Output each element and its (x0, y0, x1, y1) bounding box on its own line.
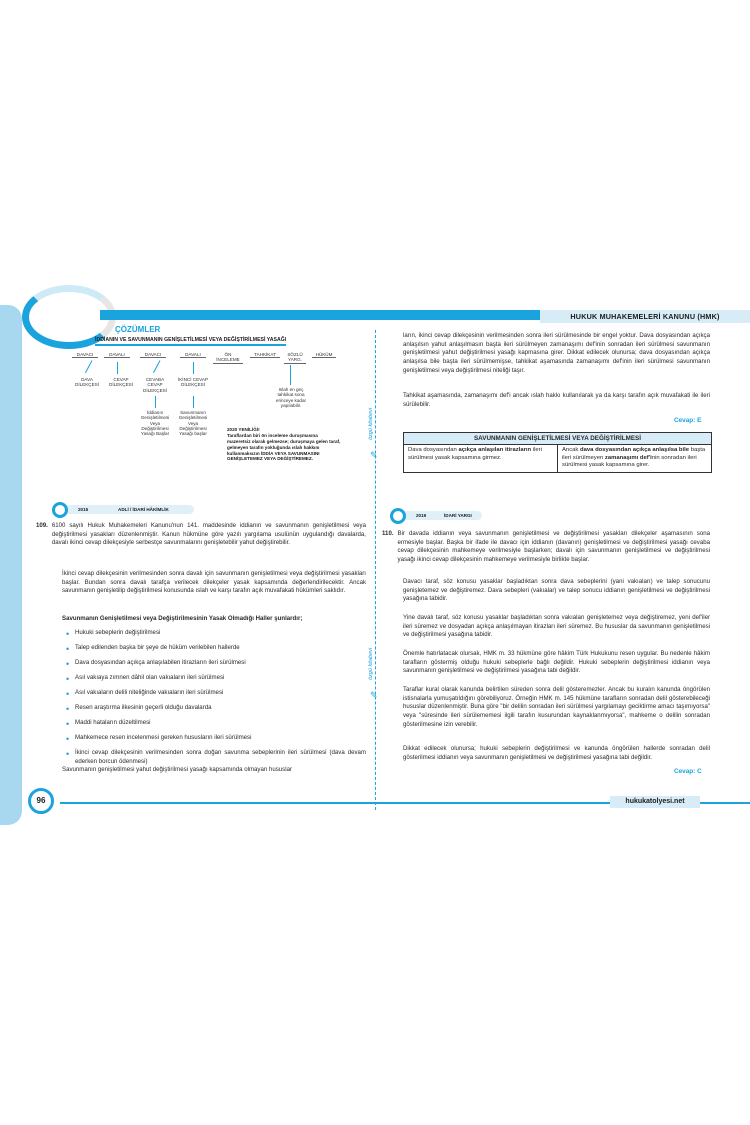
answer-110: Cevap: C (674, 768, 702, 775)
flow-step-5: ÖN İNCELEME (213, 352, 243, 364)
exceptions-title: Savunmanın Genişletilmesi veya Değiştirilmesinin Yasak Olmadığı Haller şunlardır; (62, 615, 303, 622)
flow-result-claimant: İddianın Genişletilmesi Veya Değiştirilmesi Yasağı Başlar (140, 410, 170, 437)
novelty-note (227, 427, 342, 462)
question-109-para-1: 6100 sayılı Hukuk Muhakemeleri Kanunu'nun 141. maddesinde iddianın ve savunmanın genişletilmesi veya değiştirilmesi yasakları düzenlenmiştir. Kanun hükmüne göre yazılı yargılama usulünün uygulandığı davalarda, davalı ikinci cevap dilekçesiyle serbestçe savunmalarını genişletebilir yahut değiştirebilir. (51, 522, 366, 547)
flow-doc-3: CEVABA CEVAP DİLEKÇESİ (143, 377, 167, 393)
exam-type: ADLİ / İDARİ HÂKİMLİK (118, 507, 169, 512)
list-item: • Hukuki sebeplerin değiştirilmesi (64, 629, 366, 638)
flow-arrow (85, 360, 92, 373)
cell-text: nin sonradan ileri sürülmesi yasak kapsamına girer. (562, 454, 697, 469)
question-109-continued-2: Tahkikat aşamasında, zamanaşımı def'i ancak ıslah hakkı kullanılarak ya da karşı tarafın açık muvafakati ile ileri sürülebilir. (403, 392, 710, 408)
list-item: • Asıl vakıaya zımnen dâhil olan vakıaların ileri sürülmesi (64, 674, 366, 683)
question-109 (36, 522, 366, 548)
cell-text: ileri sürülmesi yasak kapsamına girmez. (408, 447, 542, 461)
novelty-note-title: 2020 YENİLİĞİ! (227, 427, 260, 432)
cell-text-bold: dava dosyasından açıkça anlaşılsa bile (580, 447, 690, 453)
flow-doc-4: İKİNCİ CEVAP DİLEKÇESİ (177, 377, 209, 388)
exam-year: 2015 (78, 507, 89, 512)
list-item: • Asıl vakıaların delili niteliğinde vakıaların ileri sürülmesi (64, 689, 366, 698)
solutions-label: ÇÖZÜMLER (115, 325, 161, 334)
side-tab (0, 305, 22, 825)
search-icon (52, 502, 68, 518)
question-number: 109. (36, 522, 48, 529)
exceptions-list (64, 629, 366, 773)
column-divider (375, 330, 376, 810)
footer-website: hukukatolyesi.net (610, 796, 700, 808)
cell-text: Ancak (562, 447, 581, 453)
flow-doc-1: DAVA DİLEKÇESİ (75, 377, 99, 388)
list-item: • Maddi hataların düzeltilmesi (64, 719, 366, 728)
cell-text-bold: açıkça anlaşılan itirazların (458, 447, 532, 453)
flow-step-4: DAVALI (180, 352, 206, 358)
flow-arrow (193, 362, 194, 374)
flow-step-6: TAHKİKAT (250, 352, 280, 358)
page-number: 96 (28, 788, 54, 814)
question-110-para-6: Dikkat edilecek olunursa; hukuki sebeplerin değiştirilmesi ve kanunda öngörülen hallerde sonradan delil gösterilmesi iddianın veya savunmanın genişletilmesi ve değiştirilmesi yasağına tabi değildir. (403, 745, 710, 761)
pen-icon: ✎ (370, 450, 378, 460)
flow-step-1: DAVACI (72, 352, 98, 358)
flow-arrow (290, 365, 291, 385)
flow-arrow (193, 396, 194, 408)
brand-vertical: özgü kitabevi (368, 647, 374, 680)
list-item: • Talep edilenden başka bir şeye de hüküm verilebilen hallerde (64, 644, 366, 653)
cell-text: Dava dosyasından (408, 447, 459, 453)
table-row (404, 445, 711, 472)
cell-text: başta ileri sürülmeyen (562, 447, 706, 461)
flow-result-defendant: Savunmanın Genişletilmesi Veya Değiştirilmesi Yasağı başlar (178, 410, 208, 437)
list-item: • Resen araştırma ilkesinin geçerli olduğu davalarda (64, 704, 366, 713)
flow-step-2: DAVALI (104, 352, 130, 358)
summary-table (403, 432, 712, 473)
diagram-title: İDDİANIN VE SAVUNMANIN GENİŞLETİLMESİ VEYA DEĞİŞTİRİLMESİ YASAĞI (95, 337, 286, 346)
question-110-para-3: Yine davalı taraf, söz konusu yasaklar başladıktan sonra vakıaları genişletemez veya değiştiremez, yeni def'iler ileri süremez ve dosyadan açıkça anlaşılmayan itirazları ileri süremez. Bu hususlar da savunmanın genişletilmesi ve değiştirilmesi yasağına tabidir. (403, 614, 710, 639)
cell-text-bold: zamanaşımı def'i (604, 454, 652, 461)
flow-arrow (155, 396, 156, 408)
pen-icon: ✎ (370, 690, 378, 700)
summary-table-title: SAVUNMANIN GENİŞLETİLMESİ VEYA DEĞİŞTİRİLMESİ (404, 433, 711, 445)
flow-arrow (117, 362, 118, 374)
flow-tahkikat-note: Islah en geç tahkikat sona erinceye kadar yapılabilir. (275, 387, 307, 408)
table-cell-right (557, 445, 711, 472)
list-item: • İkinci cevap dilekçesinin verilmesinden sonra doğan savunma sebeplerinin ileri sürülmesi (dava devam ederken borcun ödenmesi) (64, 749, 366, 766)
flow-doc-2: CEVAP DİLEKÇESİ (109, 377, 133, 388)
exam-year: 2019 (416, 513, 427, 518)
question-109-tail: Savunmanın genişletilmesi yahut değiştirilmesi yasağı kapsamında olmayan hususlar (62, 766, 292, 773)
flow-step-7: SÖZLÜ YARG. (284, 352, 306, 364)
table-cell-left (404, 445, 557, 472)
flow-step-3: DAVACI (140, 352, 166, 358)
question-number: 110. (382, 530, 394, 537)
list-item: • Dava dosyasından açıkça anlaşılabilen itirazların ileri sürülmesi (64, 659, 366, 668)
question-110-para-4: Önemle hatırlatacak olursak, HMK m. 33 hükmüne göre hâkim Türk Hukukunu resen uygular. Bu nedenle hâkim tarafların göstermiş olduğu hukuki sebeplerle bağlı değildir. Hukuki sebeplerin değiştirilmesi iddianın veya savunmanın genişletilmesi ve değiştirilmesi yasağına tabi değildir. (403, 650, 710, 675)
flow-step-8: HÜKÜM (312, 352, 336, 358)
question-109-continued: ların, ikinci cevap dilekçesinin verilmesinden sonra ileri sürülmesinde bir engel yoktur. Dava dosyasından açıkça anlaşılsın yahut anlaşılmasın başta ileri sürülmeyen zamanaşımı def'inin sonradan ileri sürülmesi savunmanın genişletilmesi yahut değiştirilmesi yasağı kapmasına girer. Dikkat edilecek olunursa; dava dosyasından açıkça anlaşılsa bile başta ileri sürülmemişse, tahkikat aşamasında zamanaşımı def'inin ileri sürülmesi savunmanın genişletilmesi veya değiştirilmesi niteliği taşır. (403, 332, 710, 374)
brand-vertical: özgü kitabevi (368, 407, 374, 440)
answer-109: Cevap: E (674, 417, 702, 424)
chapter-title: HUKUK MUHAKEMELERİ KANUNU (HMK) (540, 310, 750, 323)
flow-arrow (153, 360, 160, 373)
question-110-para-2: Davacı taraf, söz konusu yasaklar başladıktan sonra dava sebeplerini (yani vakıaları) ve talep sonucunu genişletemez ve değiştiremez. Dava sebepleri (vakıalar) ve talep sonucu iddianın genişletilmesi ve değiştirilmesi yasağına tabidir. (403, 578, 710, 603)
question-110-para-1: Bir davada iddianın veya savunmanın genişletilmesi ve değiştirilmesi yasakları dilekçeler aşamasının sona ermesiyle başlar. Başka bir ifade ile davacı için iddianın (davanın) genişletilmesi ve değiştirilmesi yasağı cevaba cevap dilekçesinin mahkemeye verilmesiyle başlarken; davalı için savunmanın genişletilmesi ve değiştirilmesi yasağı ikinci cevap dilekçesinin mahkemeye verilmesiyle birlikte başlar. (397, 530, 710, 563)
question-110-para-5: Taraflar kural olarak kanunda belirtilen süreden sonra delil gösteremezler. Ancak bu kuralın kanunda öngörülen istisnalarla yumuşatıldığını görebiliyoruz. Örneğin HMK m. 145 hükmüne tarafların sonradan delil gösterebileceği hususlar düzenlenmiştir. Buna göre "bir delilin sonradan ileri sürülmesi yargılamayı geciktirme amacı taşımıyorsa" veya "süresinde ileri sürülememesi ilgili tarafın kusurundan kaynaklanmıyorsa", mahkeme o delilin sonradan gösterilmesine izin verebilir. (403, 686, 710, 728)
list-item: • Mahkemece resen incelenmesi gereken hususların ileri sürülmesi (64, 734, 366, 743)
book-page (0, 290, 750, 835)
question-109-para-2: İkinci cevap dilekçesinin verilmesinden sonra davalı için savunmanın genişletilmesi veya değiştirilmesi yasakları başlar. Bundan sonra davalı tarafça verilecek dilekçeler yasak kapsamında değerlendirilecektir. Ancak savunmanın genişletilip değiştirilmesi konusunda ıslah ve karşı tarafın açık muvafakati hükümleri saklıdır. (62, 570, 366, 595)
exam-type: İDARİ YARGI (444, 513, 472, 518)
question-110 (382, 530, 710, 565)
novelty-note-text: Taraflardan biri ön inceleme duruşmasına mazeretsiz olarak gelmezse; duruşmaya gelen taraf, gelmeyen tarafın yokluğunda ıslah hakkını kullanmaksızın İDDİA VEYA SAVUNMASINI GENİŞLETEMEZ VEYA DEĞİŞTİREMEZ. (227, 432, 341, 462)
search-icon (390, 508, 406, 524)
